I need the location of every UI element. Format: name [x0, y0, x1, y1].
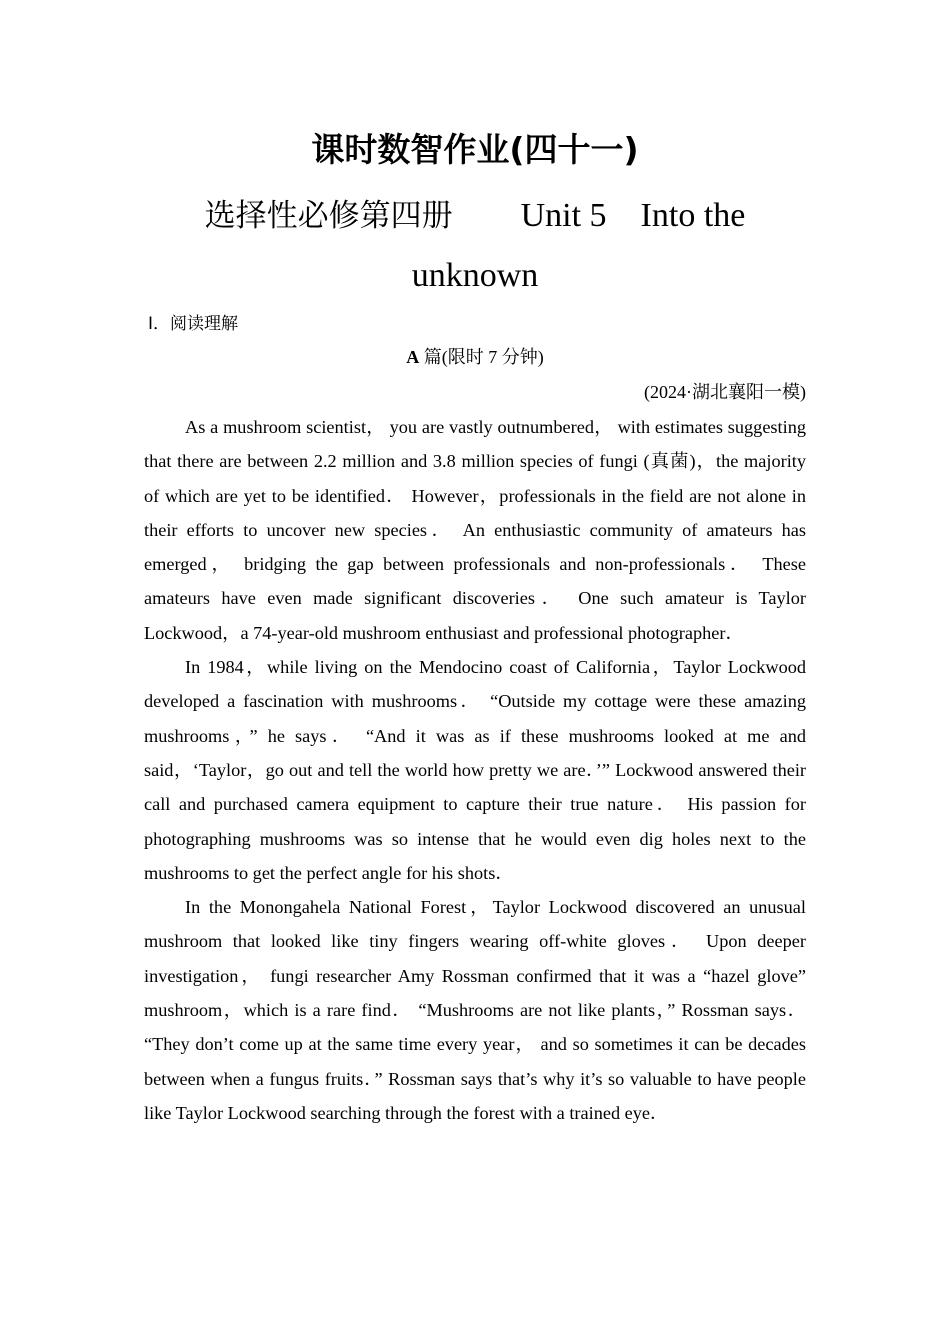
subtitle-unit-line2: unknown	[411, 257, 539, 294]
subtitle-unit	[453, 197, 746, 234]
passage-source: (2024·湖北襄阳一模)	[644, 382, 806, 402]
paragraph-3: In the Monongahela National Forest，Taylor Lockwood discovered an unusual mushroom that looked like tiny fingers wearing off-white gloves． Upon deeper investigation， fungi researcher Amy Rossman confirmed that it was a “hazel glove” mushroom，which is a rare find． “Mushrooms are not like plants，” Rossman says． “They don’t come up at the same time every year， and so sometimes it can be decades between when a fungus fruits．” Rossman says that’s why it’s so valuable to have people like Taylor Lockwood searching through the forest with a trained eye．	[144, 897, 806, 1123]
paragraph-2: In 1984，while living on the Mendocino coast of California，Taylor Lockwood developed a fascination with mushrooms． “Outside my cottage were these amazing mushrooms，” he says． “And it was as if these mushrooms looked at me and said，‘Taylor，go out and tell the world how pretty we are．’” Lockwood answered their call and purchased camera equipment to capture their true nature． His passion for photographing mushrooms was so intense that he would even dig holes next to the mushrooms to get the perfect angle for his shots．	[144, 657, 806, 883]
subtitle-chinese: 选择性必修第四册	[204, 198, 453, 234]
passage-label: A	[406, 347, 420, 367]
passage-heading	[0, 345, 950, 369]
page-subtitle	[190, 186, 760, 306]
passage-time-limit: 篇(限时 7 分钟)	[423, 347, 544, 367]
page-title: 课时数智作业(四十一)	[311, 130, 639, 169]
passage-body	[144, 410, 806, 1130]
paragraph-1: As a mushroom scientist， you are vastly outnumbered， with estimates suggesting that there are between 2.2 million and 3.8 million species of fungi (真菌)，the majority of which are yet to be identified． However，professionals in the field are not alone in their efforts to uncover new species． An enthusiastic community of amateurs has emerged， bridging the gap between professionals and non-professionals． These amateurs have even made significant discoveries． One such amateur is Taylor Lockwood，a 74-year-old mushroom enthusiast and professional photographer．	[144, 417, 806, 643]
subtitle-unit-line1: Unit 5 Into the	[520, 197, 746, 234]
section-heading: Ⅰ．阅读理解	[148, 314, 239, 334]
